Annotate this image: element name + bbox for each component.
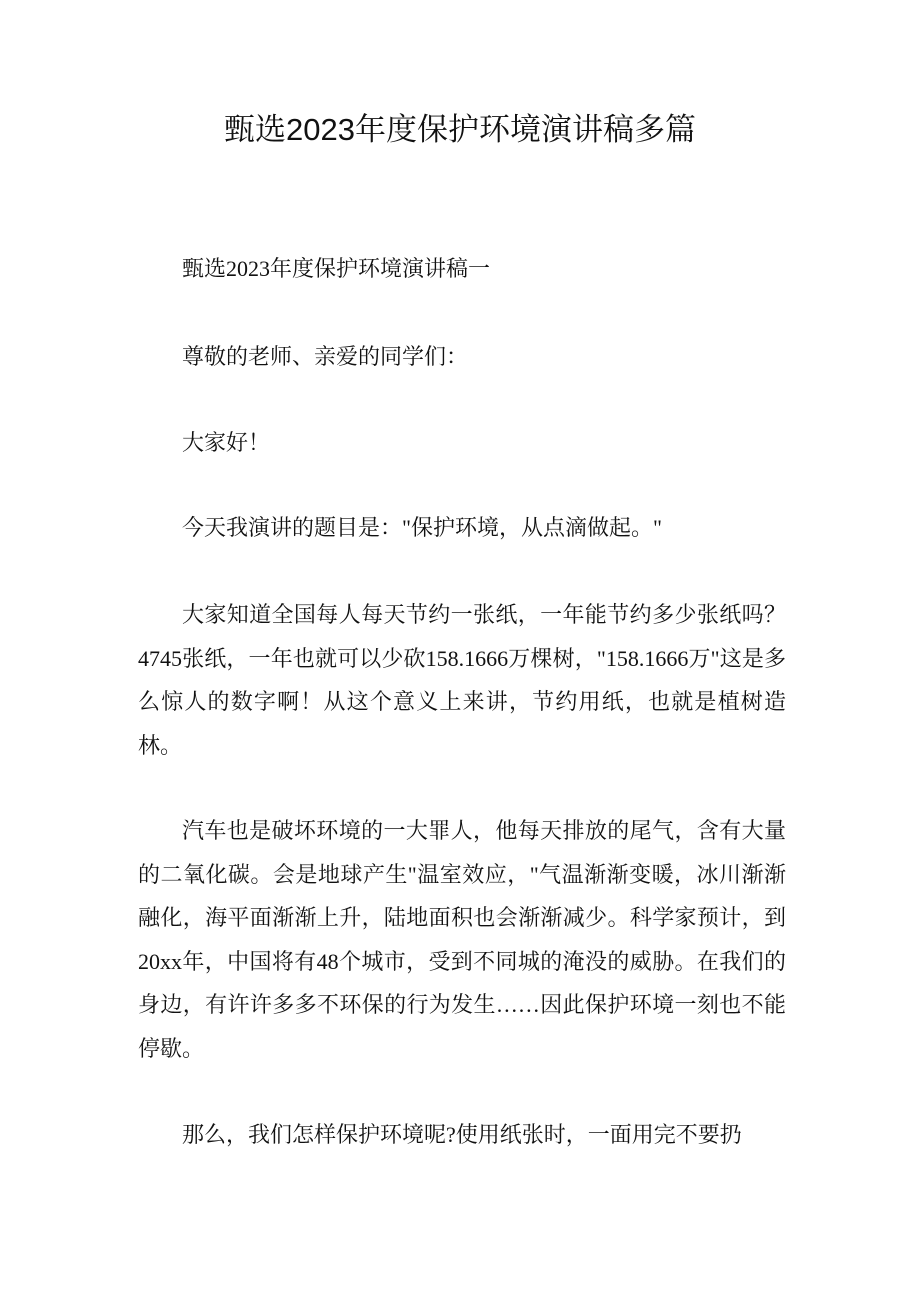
greeting: 大家好！ <box>182 430 271 455</box>
section-heading: 甄选2023年度保护环境演讲稿一 <box>182 256 491 281</box>
car-pollution-paragraph: 汽车也是破坏环境的一大罪人，他每天排放的尾气，含有大量的二氧化碳。会是地球产生"温室效应，"气温渐渐变暖，冰川渐渐融化，海平面渐渐上升，陆地面积也会渐渐减少。科学家预计，到20xx年，中国将有48个城市，受到不同城的淹没的威胁。在我们的身边，有许许多多不环保的行为发生……因此保护环境一刻也不能停歇。 <box>138 818 786 1061</box>
paper-saving-paragraph: 大家知道全国每人每天节约一张纸，一年能节约多少张纸吗？4745张纸，一年也就可以少砍158.1666万棵树，"158.1666万"这是多么惊人的数字啊！从这个意义上来讲，节约用纸，也就是植树造林。 <box>138 602 786 758</box>
document-title: 甄选2023年度保护环境演讲稿多篇 <box>224 112 696 147</box>
how-to-protect-paragraph: 那么，我们怎样保护环境呢?使用纸张时，一面用完不要扔 <box>182 1122 742 1147</box>
speech-topic-paragraph: 今天我演讲的题目是："保护环境，从点滴做起。" <box>182 515 662 540</box>
salutation: 尊敬的老师、亲爱的同学们： <box>182 344 469 369</box>
